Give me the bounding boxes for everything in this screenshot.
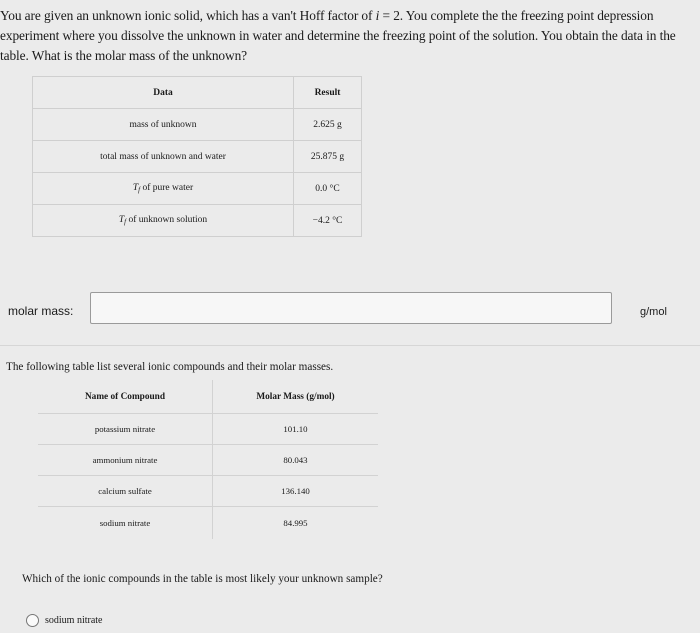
compounds-table <box>38 380 378 539</box>
compound-mass: 84.995 <box>283 518 308 528</box>
compound-mass: 80.043 <box>213 445 379 476</box>
option-label: sodium nitrate <box>45 615 103 626</box>
compound-name: potassium nitrate <box>38 414 213 445</box>
compound-name: calcium sulfate <box>38 476 213 507</box>
table-row <box>33 141 362 173</box>
header-molar-mass: Molar Mass (g/mol) <box>213 380 379 414</box>
row-value: 2.625 g <box>294 109 362 141</box>
header-result: Result <box>294 77 362 109</box>
question-line1: You are given an unknown ionic solid, which has a van't Hoff factor of <box>0 8 376 23</box>
row-value: −4.2 °C <box>294 205 362 237</box>
header-name: Name of Compound <box>38 380 213 414</box>
table-row <box>33 109 362 141</box>
option-sodium-nitrate[interactable] <box>26 614 103 627</box>
table-row <box>33 205 362 237</box>
table-row <box>38 445 378 476</box>
row-label: $T_f$ of unknown solution <box>33 205 294 237</box>
table-row <box>38 507 378 540</box>
row-value: 0.0 °C <box>294 173 362 205</box>
compounds-intro: The following table list several ionic compounds and their molar masses. <box>6 361 334 373</box>
compound-name: ammonium nitrate <box>38 445 213 476</box>
question-line1-end: = 2. You complete the the freezing point depression <box>379 8 654 23</box>
molar-mass-unit: g/mol <box>640 306 667 318</box>
compound-name: sodium nitrate <box>38 507 213 540</box>
data-table-header <box>33 77 362 109</box>
molar-mass-label: molar mass: <box>8 304 74 318</box>
header-data: Data <box>33 77 294 109</box>
molar-mass-input[interactable] <box>90 292 612 324</box>
table-row <box>33 173 362 205</box>
row-label: $T_f$ of pure water <box>33 173 294 205</box>
question-line3: table. What is the molar mass of the unknown? <box>0 48 248 63</box>
section-divider <box>0 345 700 346</box>
row-value: 25.875 g <box>294 141 362 173</box>
radio-button[interactable] <box>26 614 39 627</box>
table-row <box>38 476 378 507</box>
question-text <box>0 6 698 66</box>
question-line2: experiment where you dissolve the unknown in water and determine the freezing point of the solution. You obtain the data in the <box>0 28 676 43</box>
vant-hoff-symbol: i <box>375 8 380 23</box>
data-table <box>32 76 362 237</box>
row-label: total mass of unknown and water <box>33 141 294 173</box>
compounds-table-header <box>38 380 378 414</box>
compound-mass: 136.140 <box>213 476 379 507</box>
row-label: mass of unknown <box>33 109 294 141</box>
table-row <box>38 414 378 445</box>
compound-mass: 101.10 <box>213 414 379 445</box>
question2-text: Which of the ionic compounds in the table is most likely your unknown sample? <box>22 573 383 585</box>
